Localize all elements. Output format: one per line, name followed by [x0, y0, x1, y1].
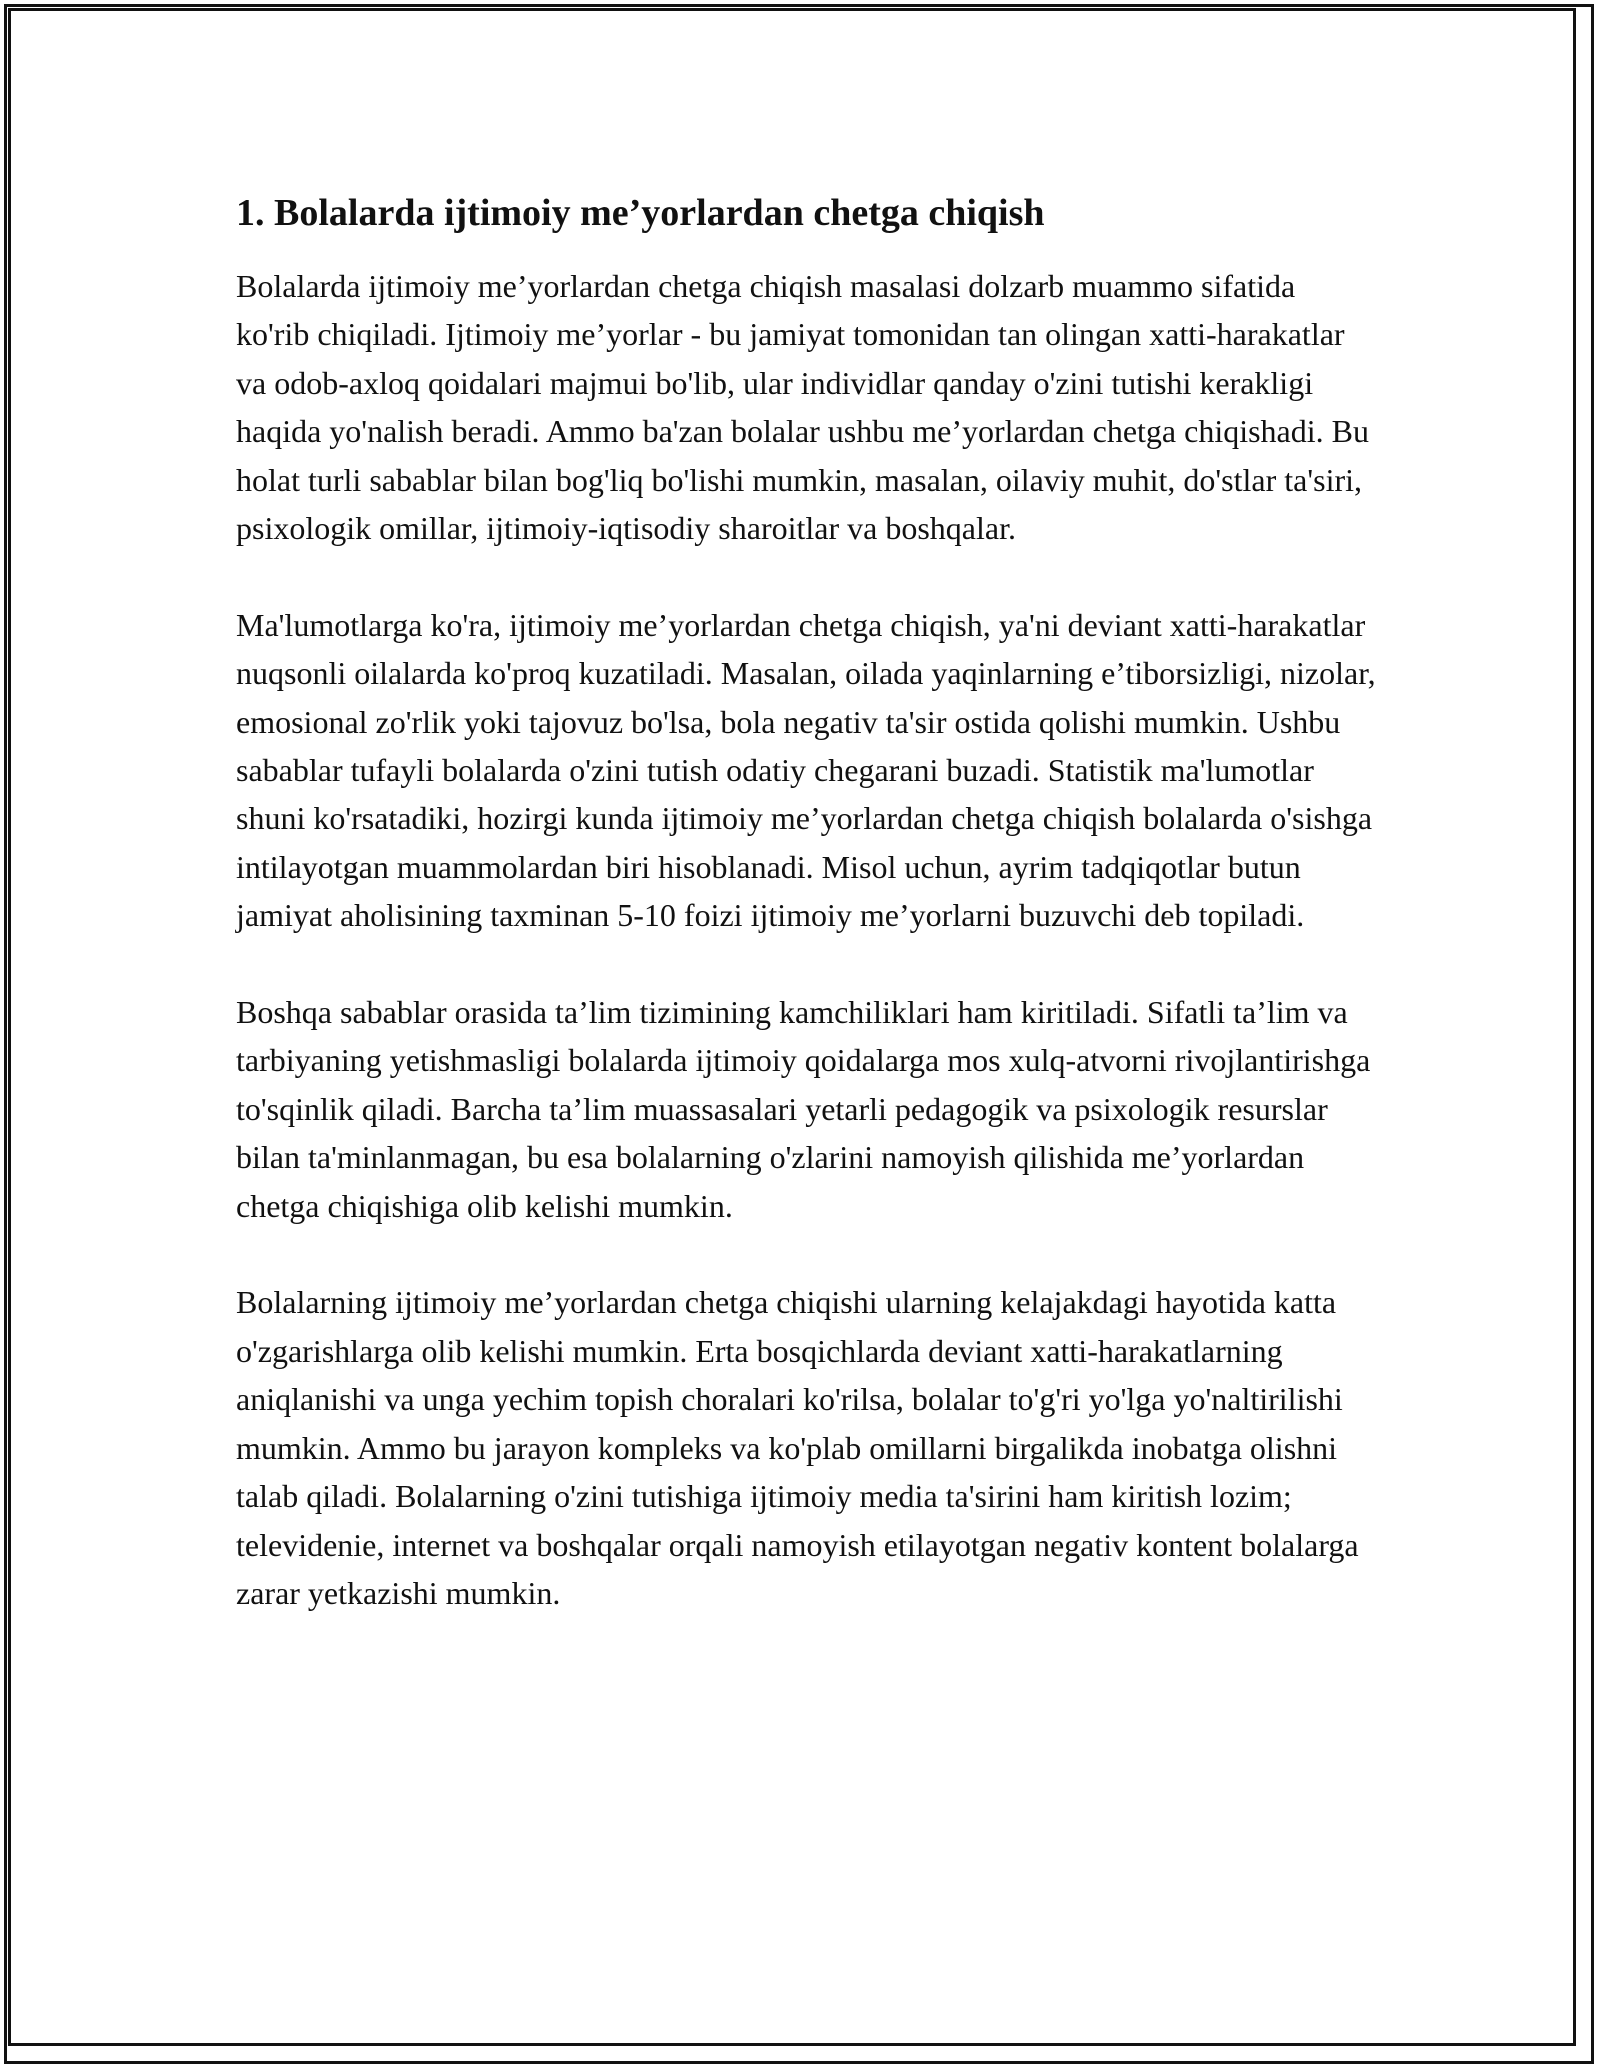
paragraph-3: Boshqa sabablar orasida ta’lim tizimining kamchiliklari ham kiritiladi. Sifatli ta’lim va tarbiyaning yetishmasligi bolalarda ijtimoiy qoidalarga mos xulq-atvorni rivojlantirishga to'sqinlik qiladi. Barcha ta’lim muassasalari yetarli pedagogik va psixologik resurslar bilan ta'minlanmagan, bu esa bolalarning o'zlarini namoyish qilishida me’yorlardan chetga chiqishiga olib kelishi mumkin.: [236, 994, 1371, 1224]
paragraph-1: Bolalarda ijtimoiy me’yorlardan chetga chiqish masalasi dolzarb muammo sifatida ko'rib chiqiladi. Ijtimoiy me’yorlar - bu jamiyat tomonidan tan olingan xatti-harakatlar va odob-axloq qoidalari majmui bo'lib, ular individlar qanday o'zini tutishi kerakligi haqida yo'nalish beradi. Ammo ba'zan bolalar ushbu me’yorlardan chetga chiqishadi. Bu holat turli sabablar bilan bog'liq bo'lishi mumkin, masalan, oilaviy muhit, do'stlar ta'siri, psixologik omillar, ijtimoiy-iqtisodiy sharoitlar va boshqalar.: [236, 268, 1369, 547]
section-heading: 1. Bolalarda ijtimoiy me’yorlardan chetga chiqish: [236, 192, 1045, 234]
paragraph-4: Bolalarning ijtimoiy me’yorlardan chetga chiqishi ularning kelajakdagi hayotida katta o'zgarishlarga olib kelishi mumkin. Erta bosqichlarda deviant xatti-harakatlarning aniqlanishi va unga yechim topish choralari ko'rilsa, bolalar to'g'ri yo'lga yo'naltirilishi mumkin. Ammo bu jarayon kompleks va ko'plab omillarni birgalikda inobatga olishni talab qiladi. Bolalarning o'zini tutishiga ijtimoiy media ta'sirini ham kiritish lozim; televidenie, internet va boshqalar orqali namoyish etilayotgan negativ kontent bolalarga zarar yetkazishi mumkin.: [236, 1284, 1359, 1611]
paragraph-2: Ma'lumotlarga ko'ra, ijtimoiy me’yorlardan chetga chiqish, ya'ni deviant xatti-harakatlar nuqsonli oilalarda ko'proq kuzatiladi. Masalan, oilada yaqinlarning e’tiborsizligi, nizolar, emosional zo'rlik yoki tajovuz bo'lsa, bola negativ ta'sir ostida qolishi mumkin. Ushbu sabablar tufayli bolalarda o'zini tutish odatiy chegarani buzadi. Statistik ma'lumotlar shuni ko'rsatadiki, hozirgi kunda ijtimoiy me’yorlardan chetga chiqish bolalarda o'sishga intilayotgan muammolardan biri hisoblanadi. Misol uchun, ayrim tadqiqotlar butun jamiyat aholisining taxminan 5-10 foizi ijtimoiy me’yorlarni buzuvchi deb topiladi.: [236, 606, 1376, 934]
document-body: [236, 188, 1376, 1666]
